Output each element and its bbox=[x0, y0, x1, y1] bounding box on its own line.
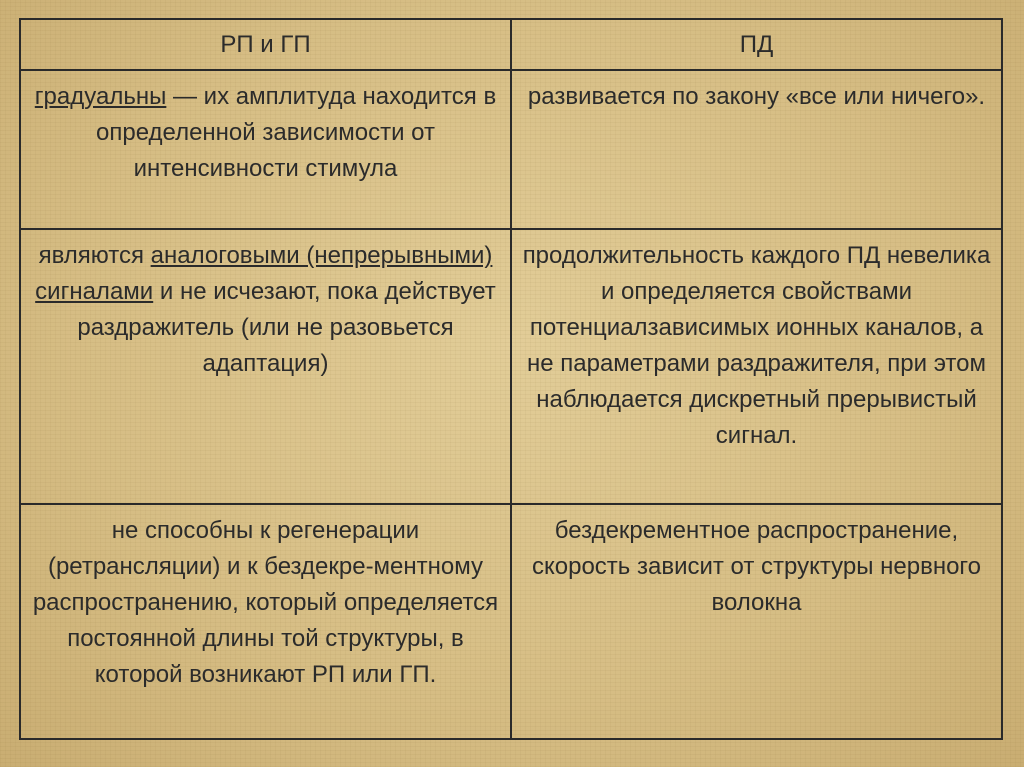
underlined-term: градуальны bbox=[34, 82, 167, 110]
comparison-table bbox=[19, 18, 1003, 740]
cell-pd-duration: продолжительность каждого ПД невелика и определяется свойствами потенциалзависимых ионных каналов, а не параметрами раздражителя, при этом наблюдается дискретный прерывистый сигнал. bbox=[511, 229, 1002, 504]
cell-pd-all-or-none: развивается по закону «все или ничего». bbox=[511, 70, 1002, 230]
table-row bbox=[20, 504, 1002, 739]
table-row bbox=[20, 229, 1002, 504]
header-cell-rp-gp: РП и ГП bbox=[20, 19, 511, 70]
header-cell-pd: ПД bbox=[511, 19, 1002, 70]
cell-rp-gp-regeneration: не способны к регенерации (ретрансляции) и к бездекре-ментному распространению, который определяется постоянной длины той структуры, в которой возникают РП или ГП. bbox=[20, 504, 511, 739]
cell-text: являются bbox=[38, 242, 151, 270]
cell-text: — их амплитуда находится в определенной зависимости от интенсивности стимула bbox=[96, 82, 497, 182]
table-row bbox=[20, 70, 1002, 230]
cell-rp-gp-analog bbox=[20, 229, 511, 504]
table-header-row bbox=[20, 19, 1002, 70]
underlined-term: аналоговыми (непрерывными) сигналами bbox=[35, 242, 493, 306]
cell-pd-propagation: бездекрементное распространение, скорость зависит от структуры нервного волокна bbox=[511, 504, 1002, 739]
cell-text: и не исчезают, пока действует раздражитель (или не разовьется адаптация) bbox=[77, 278, 496, 378]
cell-rp-gp-graduality bbox=[20, 70, 511, 230]
